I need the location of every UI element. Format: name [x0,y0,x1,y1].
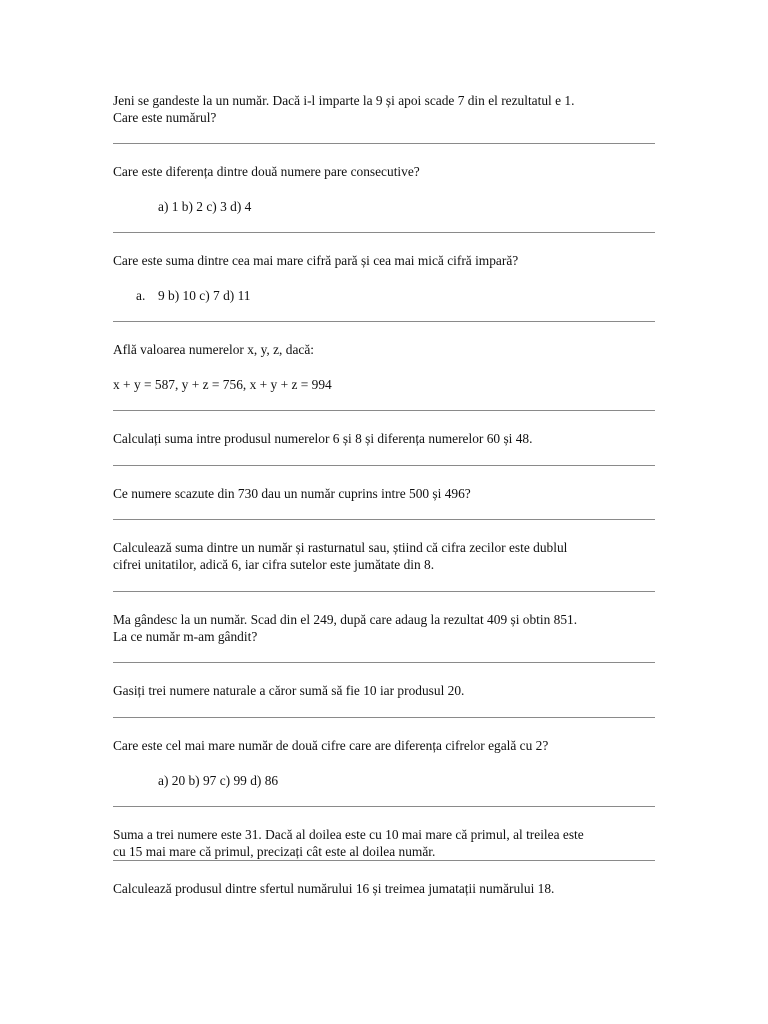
question-8-line-2: La ce număr m-am gândit? [113,629,258,644]
question-11-line-1: Suma a trei numere este 31. Dacă al doilea este cu 10 mai mare că primul, al treilea este [113,827,584,842]
question-1-line-1: Jeni se gandeste la un număr. Dacă i-l imparte la 9 și apoi scade 7 din el rezultatul e 1. [113,93,575,108]
question-6-line-1: Ce numere scazute din 730 dau un număr cuprins intre 500 și 496? [113,486,471,501]
divider [113,410,655,411]
question-10-line-1: Care este cel mai mare număr de două cifre care are diferența cifrelor egală cu 2? [113,738,549,753]
question-9-line-1: Gasiți trei numere naturale a căror sumă să fie 10 iar produsul 20. [113,683,465,698]
divider [113,662,655,663]
divider [113,232,655,233]
question-7-line-1: Calculează suma dintre un număr și rasturnatul sau, știind că cifra zecilor este dublul [113,540,568,555]
question-3-line-1: Care este suma dintre cea mai mare cifră pară și cea mai mică cifră impară? [113,253,519,268]
divider [113,465,655,466]
question-1-line-2: Care este numărul? [113,110,217,125]
question-4-equation: x + y = 587, y + z = 756, x + y + z = 994 [113,377,332,392]
divider [113,860,655,861]
question-2-line-1: Care este diferența dintre două numere pare consecutive? [113,164,420,179]
question-8-line-1: Ma gândesc la un număr. Scad din el 249, după care adaug la rezultat 409 și obtin 851. [113,612,578,627]
question-3-list-marker: a. [136,288,146,303]
question-5-line-1: Calculați suma intre produsul numerelor 6 și 8 și diferența numerelor 60 și 48. [113,431,533,446]
divider [113,321,655,322]
question-2-options: a) 1 b) 2 c) 3 d) 4 [158,199,252,214]
divider [113,717,655,718]
question-11-line-2: cu 15 mai mare că primul, precizați cât este al doilea număr. [113,844,436,859]
divider [113,806,655,807]
divider [113,591,655,592]
question-12-line-1: Calculează produsul dintre sfertul numărului 16 și treimea jumatații numărului 18. [113,881,555,896]
question-4-line-1: Află valoarea numerelor x, y, z, dacă: [113,342,315,357]
divider [113,143,655,144]
question-3-options: 9 b) 10 c) 7 d) 11 [158,288,251,303]
divider [113,519,655,520]
question-7-line-2: cifrei unitatilor, adică 6, iar cifra sutelor este jumătate din 8. [113,557,435,572]
question-10-options: a) 20 b) 97 c) 99 d) 86 [158,773,279,788]
